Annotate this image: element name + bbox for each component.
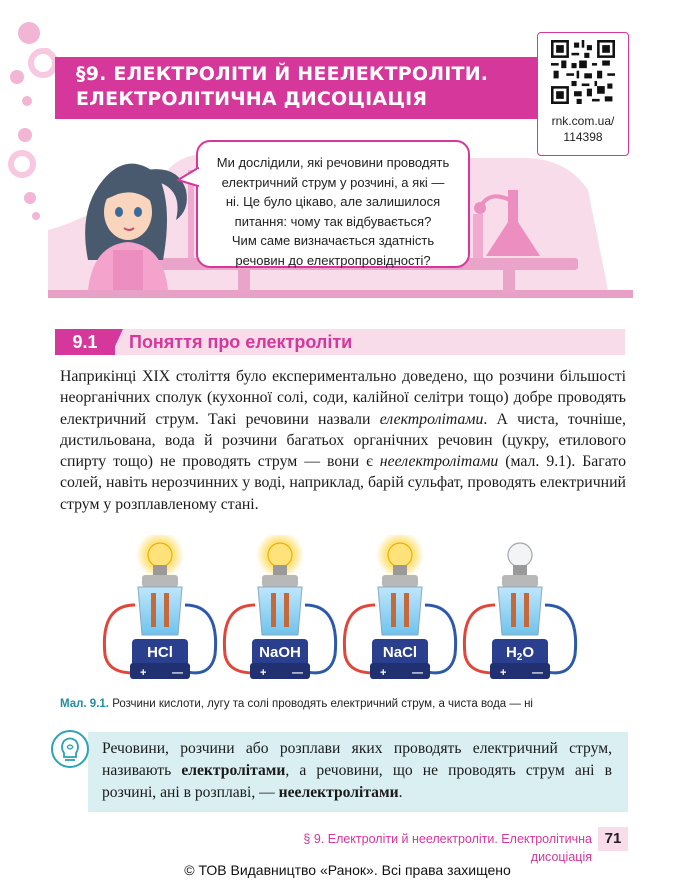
subsection-title: Поняття про електроліти (129, 332, 353, 352)
caption-label: Мал. 9.1. (60, 698, 109, 710)
conductivity-figure (100, 535, 620, 685)
setup-water (464, 543, 575, 679)
speech-bubble-text (200, 153, 466, 270)
running-title: § 9. Електроліти й неелектроліти. Електролітична дисоціація (303, 832, 592, 864)
setup-label: NaOH (259, 644, 301, 661)
term-electrolytes: електролітами (379, 410, 484, 428)
speech-line: Чим саме визначається здатність (231, 233, 435, 248)
speech-bubble-tail (176, 166, 202, 190)
body-text-part: (мал. 9.1). Багато солей, навіть нерозчинних у воді, наприклад, барій сульфат, проводять електричний струм у розплавленому стані. (60, 453, 626, 513)
speech-line: речовин до електропровідності? (235, 252, 431, 268)
definition-part: . (398, 784, 403, 801)
battery-plus: + (140, 667, 147, 679)
caption-text: Розчини кислоти, лугу та солі проводять електричний струм, а чиста вода — ні (109, 698, 533, 710)
battery-minus: — (172, 667, 183, 679)
body-paragraph (60, 366, 626, 515)
definition-text (102, 738, 612, 804)
setup-hcl (104, 535, 215, 679)
battery-plus: + (260, 667, 267, 679)
page-number: 71 (598, 827, 628, 851)
battery-plus: + (380, 667, 387, 679)
lightbulb-brain-icon (50, 729, 90, 769)
battery-minus: — (412, 667, 423, 679)
setup-nacl (344, 535, 455, 679)
definition-part: Речовини, розчини або розплави яких проводять електричний струм, називають (102, 740, 612, 779)
copyright-notice: © ТОВ Видавництво «Ранок». Всі права захищено (184, 862, 511, 878)
battery-minus: — (292, 667, 303, 679)
qr-link-line2: 114398 (563, 130, 603, 144)
battery-minus: — (532, 667, 543, 679)
body-text-part: Наприкінці XIX століття було експериментально доведено, що розчини більшості неорганічних сполук (кухонної солі, соди, калійної селітри тощо) добре проводять електричний струм. Такі речовини назвали (60, 368, 626, 428)
subsection-number: 9.1 (55, 329, 115, 355)
setup-naoh (224, 535, 335, 679)
setup-label: NaCl (382, 644, 418, 661)
body-text-part: . А чиста, точніше, дистильована, вода й розчини багатьох органічних речовин (цукру, етилового спирту тощо) не проводять струм — вони є (60, 410, 626, 471)
qr-link-text[interactable] (541, 113, 625, 145)
definition-part: , а речовини, що не проводять струм ані в розчині, ані в розплаві, — (102, 762, 612, 801)
battery-plus: + (500, 667, 507, 679)
definition-term-electrolytes: електролітами (181, 762, 286, 779)
qr-code-icon[interactable] (551, 40, 615, 104)
speech-line: ні. Це було цікаво, але залишилося (225, 194, 441, 209)
section-title-line1: §9. ЕЛЕКТРОЛІТИ Й НЕЕЛЕКТРОЛІТИ. (76, 63, 489, 85)
qr-link-line1: rnk.com.ua/ (551, 114, 615, 128)
section-title-line2: ЕЛЕКТРОЛІТИЧНА ДИСОЦІАЦІЯ (76, 88, 428, 110)
figure-caption (60, 696, 640, 712)
section-title (76, 62, 536, 112)
setup-label: HCl (147, 644, 173, 661)
definition-term-nonelectrolytes: неелектролітами (278, 784, 399, 801)
term-nonelectrolytes: неелектролітами (379, 453, 499, 471)
setup-label: $H_2O$ (505, 644, 535, 663)
speech-line: Ми дослідили, які речовини проводять (216, 155, 450, 170)
speech-line: електричний струм у розчині, а які — (221, 174, 445, 190)
speech-line: питання: чому так відбувається? (234, 213, 432, 229)
